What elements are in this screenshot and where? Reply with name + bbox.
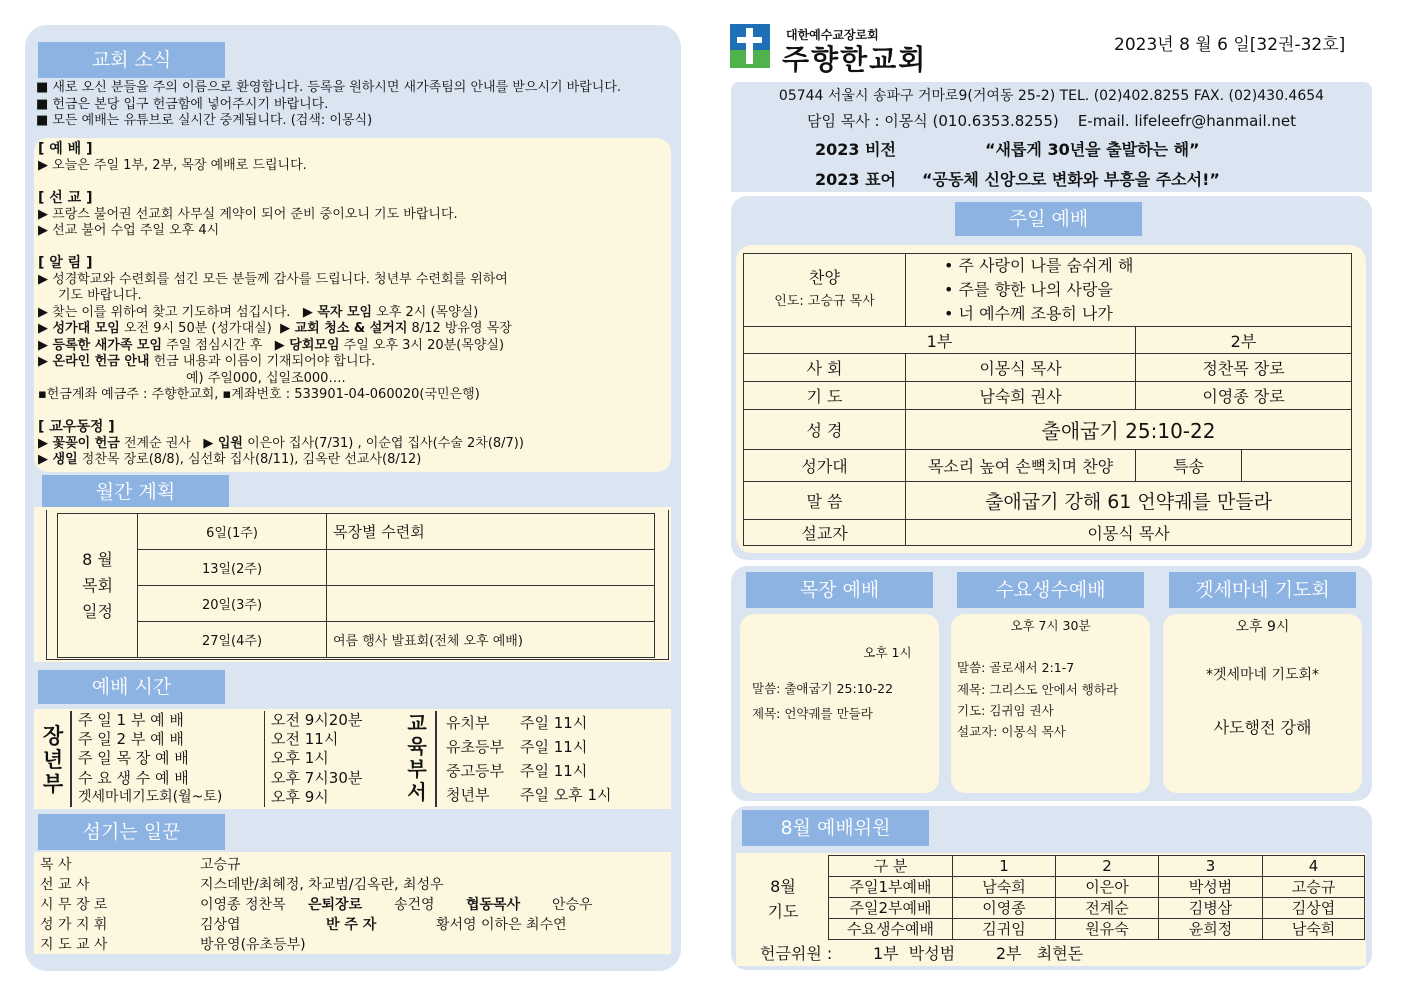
servant-names: 지스데반/최혜정, 차교범/김옥란, 최성우: [200, 877, 444, 893]
preacher: 이몽식 목사: [906, 520, 1352, 546]
service-name: 주 일 2 부 예 배: [78, 730, 184, 749]
duty-person: 박성범: [1159, 877, 1263, 898]
servant-role: 협동목사: [466, 897, 521, 913]
duty-person: 김상엽: [1263, 898, 1365, 919]
part1-header: 1부: [744, 327, 1136, 354]
mokjang-header: 목장 예배: [746, 572, 933, 608]
monthly-date: 13일(2주): [138, 550, 327, 586]
service-time: 오후 7시30분: [264, 769, 404, 788]
servant-role: 은퇴장로: [308, 897, 363, 913]
dept-time: 주일 오후 1시: [520, 786, 612, 804]
monthly-table: [57, 513, 655, 658]
monthly-event: 목장별 수련회: [327, 514, 655, 550]
servant-role: 시 무 장 로: [40, 897, 108, 913]
monthly-event: [327, 550, 655, 586]
pastor-info: 담임 목사 : 이몽식 (010.6353.8255) E-mail. lifeleefr@hanmail.net: [806, 112, 1297, 130]
adult-label: 장년부: [42, 724, 64, 796]
dept-name: 중고등부: [446, 762, 504, 780]
service-name: 주 일 1 부 예 배: [78, 711, 184, 729]
duty-col: 1: [953, 856, 1056, 877]
service-time: 오후 1시: [264, 749, 404, 768]
offering-line: 헌금위원 : 1부 박성범 2부 최현돈: [760, 944, 1084, 963]
mokjang-title: 제목: 언약궤를 만들라: [752, 706, 873, 721]
prayer-1: 남숙희 권사: [906, 382, 1136, 410]
scripture-label: 성 경: [744, 410, 906, 450]
duty-person: 남숙희: [953, 877, 1056, 898]
monthly-event: [327, 586, 655, 622]
denomination: 대한예수교장로회: [786, 28, 879, 42]
servant-role: 지 도 교 사: [40, 937, 108, 953]
edu-times: [446, 711, 612, 807]
mokjang-time: 오후 1시: [863, 645, 912, 660]
duty-col: 구 분: [829, 856, 953, 877]
duty-col: 2: [1056, 856, 1159, 877]
duty-table: [828, 855, 1365, 940]
adult-times: [78, 711, 404, 807]
songs-cell: [906, 254, 1352, 327]
sermon: 출애굽기 강해 61 언약궤를 만들라: [906, 482, 1352, 520]
host-label: 사 회: [744, 354, 906, 382]
servants-header: 섬기는 일꾼: [38, 814, 225, 850]
church-name: 주향한교회: [782, 43, 928, 76]
geth-time: 오후 9시: [1235, 619, 1290, 635]
sunday-header: 주일 예배: [955, 202, 1142, 236]
announcements: [38, 140, 524, 469]
news-line: ■ 모든 예배는 유튜브로 실시간 중계됩니다. (검색: 이몽식): [36, 113, 373, 128]
duty-col: 3: [1159, 856, 1263, 877]
issue-date: 2023년 8 월 6 일[32권-32호]: [1114, 35, 1346, 55]
special-label: 특송: [1136, 450, 1242, 482]
song-item: • 주를 향한 나의 사랑을: [944, 280, 1113, 299]
notice-line: 예) 주일000, 십일조000….: [186, 370, 346, 386]
servant-names: 안승우: [552, 897, 593, 913]
news-header: 교회 소식: [38, 42, 225, 78]
dept-name: 유치부: [446, 714, 490, 732]
duty-service: 수요생수예배: [829, 919, 953, 940]
song-item: • 주 사랑이 나를 숨쉬게 해: [944, 256, 1134, 275]
mission-line: ▶ 선교 불어 수업 주일 오후 4시: [38, 223, 220, 238]
edu-bracket: [435, 711, 439, 807]
account-line: ▪헌금계좌 예금주 : 주향한교회, ▪계좌번호 : 533901-04-060020(국민은행): [38, 387, 480, 402]
host-1: 이몽식 목사: [906, 354, 1136, 382]
worship-line: ▶ 오늘은 주일 1부, 2부, 목장 예배로 드립니다.: [38, 158, 307, 173]
duty-person: 남숙희: [1263, 919, 1365, 940]
mokjang-scripture: 말씀: 출애굽기 25:10-22: [752, 681, 894, 696]
notice-line: ▶ 성경학교와 수련회를 섬긴 모든 분들께 감사를 드립니다. 청년부 수련회를 위하여: [38, 271, 508, 287]
notice-line: ▶ 성가대 모임 오전 9시 50분 (성가대실) ▶ 교회 청소 & 설거지 8/12 방유영 목장: [38, 321, 512, 336]
preacher-label: 설교자: [744, 520, 906, 546]
monthly-event: 여름 행사 발표회(전체 오후 예배): [327, 622, 655, 658]
duty-person: 윤희정: [1159, 919, 1263, 940]
host-2: 정찬목 장로: [1136, 354, 1352, 382]
praise-cell: 찬양 인도: 고승규 목사: [744, 254, 906, 327]
motto: “공동체 신앙으로 변화와 부흥을 주소서!”: [922, 170, 1220, 189]
wed-scripture: 말씀: 골로새서 2:1-7: [957, 660, 1075, 675]
adult-bracket: [70, 711, 74, 807]
duty-person: 이영종: [953, 898, 1056, 919]
choir: 목소리 높여 손뼉치며 찬양: [906, 450, 1136, 482]
geth-box: [1163, 614, 1362, 793]
scripture: 출애굽기 25:10-22: [906, 410, 1352, 450]
notice-line: ▶ 등록한 새가족 모임 주일 점심시간 후 ▶ 당회모임 주일 오후 3시 20분(목양실): [38, 337, 505, 353]
members-line: ▶ 꽃꽂이 헌금 전계순 권사 ▶ 입원 이은아 집사(7/31) , 이순엽 집사(수술 2차(8/7)): [38, 435, 524, 451]
prayer-label: 기 도: [744, 382, 906, 410]
choir-label: 성가대: [744, 450, 906, 482]
geth-header: 겟세마네 기도회: [1169, 572, 1356, 608]
cross-logo-icon: [730, 24, 770, 68]
dept-time: 주일 11시: [520, 762, 588, 780]
duty-person: 김병삼: [1159, 898, 1263, 919]
duty-service: 주일1부예배: [829, 877, 953, 898]
monthly-header: 월간 계획: [42, 475, 229, 509]
servant-names: 송건영: [394, 897, 435, 913]
vision: “새롭게 30년을 출발하는 해”: [985, 140, 1200, 159]
wed-header: 수요생수예배: [957, 572, 1144, 608]
service-time: 오전 11시: [264, 730, 404, 749]
duty-header: 8월 예배위원: [742, 810, 929, 846]
servant-names: 방유영(유초등부): [200, 937, 306, 953]
news-line: ■ 헌금은 본당 입구 헌금함에 넣어주시기 바랍니다.: [36, 96, 329, 112]
wed-time: 오후 7시 30분: [1010, 618, 1091, 633]
notice-title: [ 알 림 ]: [38, 254, 93, 271]
servant-names: 김상엽: [200, 917, 241, 933]
duty-service: 주일2부예배: [829, 898, 953, 919]
worship-title: [ 예 배 ]: [38, 141, 93, 157]
servant-names: 이영종 정찬목: [200, 897, 286, 913]
monthly-label: 8 월 목회 일정: [58, 514, 138, 658]
dept-name: 유초등부: [446, 738, 504, 756]
mission-line: ▶ 프랑스 불어권 선교회 사무실 계약이 되어 준비 중이오니 기도 바랍니다.: [38, 206, 458, 222]
duty-col: 4: [1263, 856, 1365, 877]
servants-list: [40, 855, 593, 955]
sunday-table: [743, 253, 1352, 546]
duty-label: 8월 기도: [767, 877, 799, 921]
duty-person: 김귀임: [953, 919, 1056, 940]
church-logo: [730, 24, 770, 68]
dept-time: 주일 11시: [520, 714, 588, 732]
wed-preacher: 설교자: 이몽식 목사: [957, 724, 1066, 739]
notice-line: 기도 바랍니다.: [58, 288, 142, 303]
monthly-date: 20일(3주): [138, 586, 327, 622]
servant-names: 황서영 이하은 최수연: [436, 917, 567, 933]
monthly-date: 6일(1주): [138, 514, 327, 550]
times-header: 예배 시간: [38, 670, 225, 704]
duty-person: 고승규: [1263, 877, 1365, 898]
duty-person: 전계순: [1056, 898, 1159, 919]
dept-time: 주일 11시: [520, 738, 588, 756]
edu-label: 교육부서: [407, 711, 427, 804]
part2-header: 2부: [1136, 327, 1352, 354]
news-line: ■ 새로 오신 분들을 주의 이름으로 환영합니다. 등록을 원하시면 새가족팀의 안내를 받으시기 바랍니다.: [36, 80, 622, 95]
vision-label: 2023 비전: [815, 140, 897, 159]
members-title: [ 교우동정 ]: [38, 418, 115, 435]
dept-name: 청년부: [446, 786, 490, 804]
service-name: 주 일 목 장 예 배: [78, 749, 189, 768]
motto-label: 2023 표어: [815, 170, 897, 189]
service-name: 수 요 생 수 예 배: [78, 768, 189, 787]
duty-person: 원유숙: [1056, 919, 1159, 940]
wed-prayer: 기도: 김귀임 권사: [957, 703, 1054, 718]
notice-line: ▶ 찾는 이를 위하여 찾고 기도하며 섬깁시다. ▶ 목자 모임 오후 2시 (목양실): [38, 304, 479, 320]
geth-title: *겟세마네 기도회*: [1205, 667, 1320, 683]
mission-title: [ 선 교 ]: [38, 189, 93, 206]
monthly-date: 27일(4주): [138, 622, 327, 658]
address: 05744 서울시 송파구 거마로9(거여동 25-2) TEL. (02)402.8255 FAX. (02)430.4654: [778, 88, 1325, 104]
members-line: ▶ 생일 정찬목 장로(8/8), 심선화 집사(8/11), 김옥란 선교사(8/12): [38, 452, 422, 467]
service-name: 겟세마네기도회(월~토): [78, 788, 223, 805]
wed-title: 제목: 그리스도 안에서 행하라: [957, 682, 1119, 697]
news-lines: [36, 80, 621, 130]
servant-role: 목 사: [40, 857, 72, 873]
duty-person: 이은아: [1056, 877, 1159, 898]
special: [1242, 450, 1352, 482]
servant-role: 선 교 사: [40, 877, 90, 893]
servant-role: 성 가 지 휘: [40, 917, 108, 933]
service-time: 오전 9시20분: [264, 711, 404, 730]
prayer-2: 이영종 장로: [1136, 382, 1352, 410]
sermon-label: 말 씀: [744, 482, 906, 520]
servant-names: 고승규: [200, 857, 241, 873]
service-time: 오후 9시: [264, 788, 404, 807]
song-item: • 너 예수께 조용히 나가: [944, 304, 1113, 323]
notice-line: ▶ 온라인 헌금 안내 헌금 내용과 이름이 기재되어야 합니다.: [38, 354, 376, 369]
servant-role: 반 주 자: [326, 917, 377, 933]
geth-series: 사도행전 강해: [1213, 718, 1312, 737]
